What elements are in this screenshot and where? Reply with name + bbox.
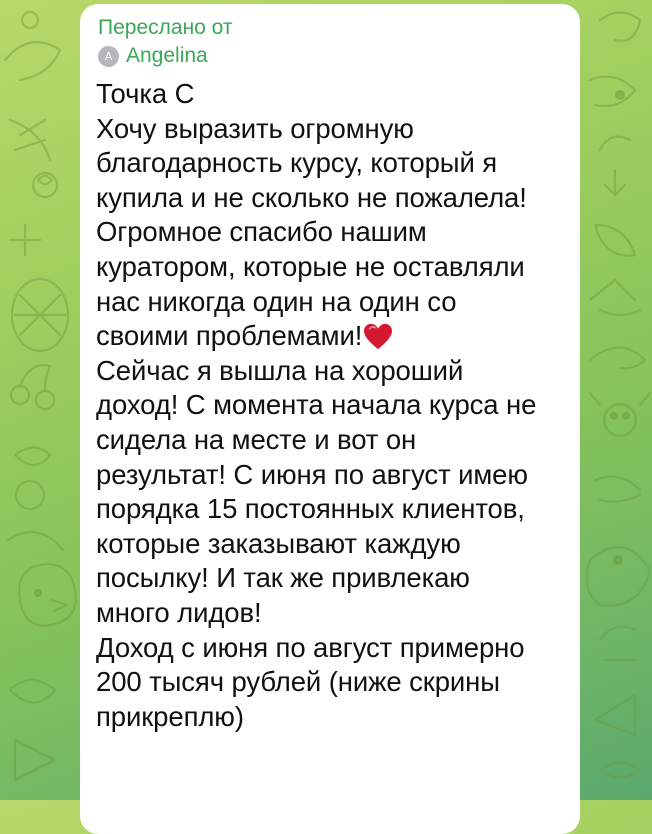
message-line: Сейчас я вышла на хороший [96, 354, 464, 386]
message-line: 200 тысяч рублей (ниже скрины [96, 666, 500, 698]
message-line: много лидов! [96, 596, 262, 628]
message-line-text: своими проблемами! [96, 320, 363, 352]
message-line: купила и не сколько не пожалела! [96, 181, 527, 213]
author-name[interactable]: Angelina [126, 44, 208, 67]
message-line: Хочу выразить огромную [96, 112, 414, 144]
message-text [96, 77, 562, 734]
message-line: которые заказывают каждую [96, 527, 461, 559]
message-line: Точка С [96, 78, 195, 109]
message-line: Огромное спасибо нашим [96, 216, 427, 248]
message-line: нас никогда один на один со [96, 285, 457, 317]
message-line: куратором, которые не оставляли [96, 250, 525, 282]
message-line: доход! С момента начала курса не [96, 389, 537, 421]
avatar[interactable]: A [98, 46, 119, 67]
message-line-with-emoji [96, 319, 562, 354]
message-line: Доход с июня по август примерно [96, 631, 525, 663]
forwarded-message-bubble[interactable] [80, 4, 580, 834]
forwarded-from-label: Переслано от [98, 16, 233, 39]
heart-icon [363, 323, 393, 351]
message-line: результат! С июня по август имею [96, 458, 528, 490]
message-line: сидела на месте и вот он [96, 423, 417, 455]
message-line: благодарность курсу, который я [96, 147, 498, 179]
forwarded-author[interactable] [98, 43, 562, 69]
message-line: порядка 15 постоянных клиентов, [96, 493, 525, 525]
message-line: посылку! И так же привлекаю [96, 562, 470, 594]
message-line: прикреплю) [96, 700, 244, 732]
